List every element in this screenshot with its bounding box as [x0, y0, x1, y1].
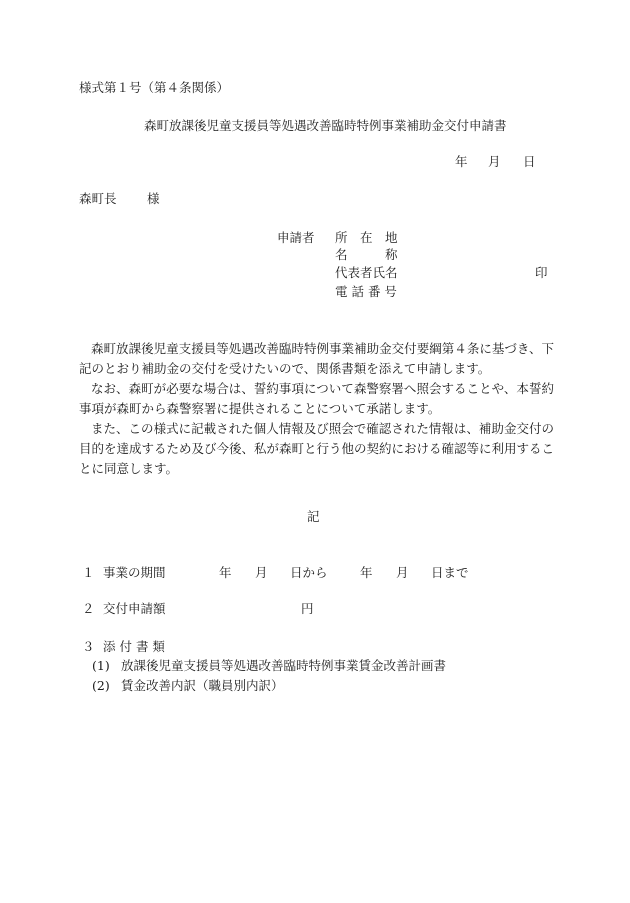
attachment-item: 放課後児童支援員等処遇改善臨時特例事業賃金改善計画書 [121, 658, 447, 673]
period-end-day: 日まで [431, 565, 469, 580]
date-year: 年 [455, 154, 468, 169]
item-label: 添 付 書 類 [103, 639, 165, 654]
note-heading: 記 [307, 509, 320, 524]
period-end-month: 月 [396, 565, 409, 580]
document-title: 森町放課後児童支援員等処遇改善臨時特例事業補助金交付申請書 [144, 118, 507, 133]
body-paragraph: 森町放課後児童支援員等処遇改善臨時特例事業補助金交付要綱第４条に基づき、下記のとおり補助金の交付を受けたいので、関係書類を添えて申請します。 [79, 341, 554, 376]
applicant-name-label: 名 称 [335, 247, 398, 262]
body-paragraph: また、この様式に記載された個人情報及び照会で確認された情報は、補助金交付の目的を達成するため及び今後、私が森町と行う他の契約における確認等に利用することに同意します。 [79, 421, 555, 476]
period-start-day: 日から [290, 565, 328, 580]
representative-label: 代表者氏名 [335, 265, 398, 280]
period-start-month: 月 [255, 565, 268, 580]
recipient-name: 森町長 [79, 191, 117, 206]
attachment-item: 賃金改善内訳（職員別内訳） [121, 678, 284, 693]
applicant-address-label: 所 在 地 [335, 230, 398, 245]
phone-label: 電 話 番 号 [335, 284, 397, 299]
body-paragraph: なお、森町が必要な場合は、誓約事項について森警察署へ照会することや、本誓約事項が森町から森警察署に提供されることについて承諾します。 [79, 381, 554, 416]
date-month: 月 [488, 154, 501, 169]
attachment-number: (2) [92, 678, 110, 693]
attachment-number: (1) [92, 658, 110, 673]
item-label: 事業の期間 [103, 565, 166, 580]
item-label: 交付申請額 [103, 601, 166, 616]
date-day: 日 [523, 154, 536, 169]
item-number: ３ [82, 639, 95, 654]
body-text [79, 339, 554, 479]
period-end-year: 年 [360, 565, 373, 580]
item-number: ２ [82, 601, 95, 616]
item-number: １ [82, 565, 95, 580]
form-number: 様式第１号（第４条関係） [79, 80, 230, 95]
recipient-honorific: 様 [147, 191, 160, 206]
period-start-year: 年 [219, 565, 232, 580]
amount-unit: 円 [301, 601, 314, 616]
applicant-label: 申請者 [277, 230, 315, 245]
seal-mark: 印 [535, 265, 548, 280]
